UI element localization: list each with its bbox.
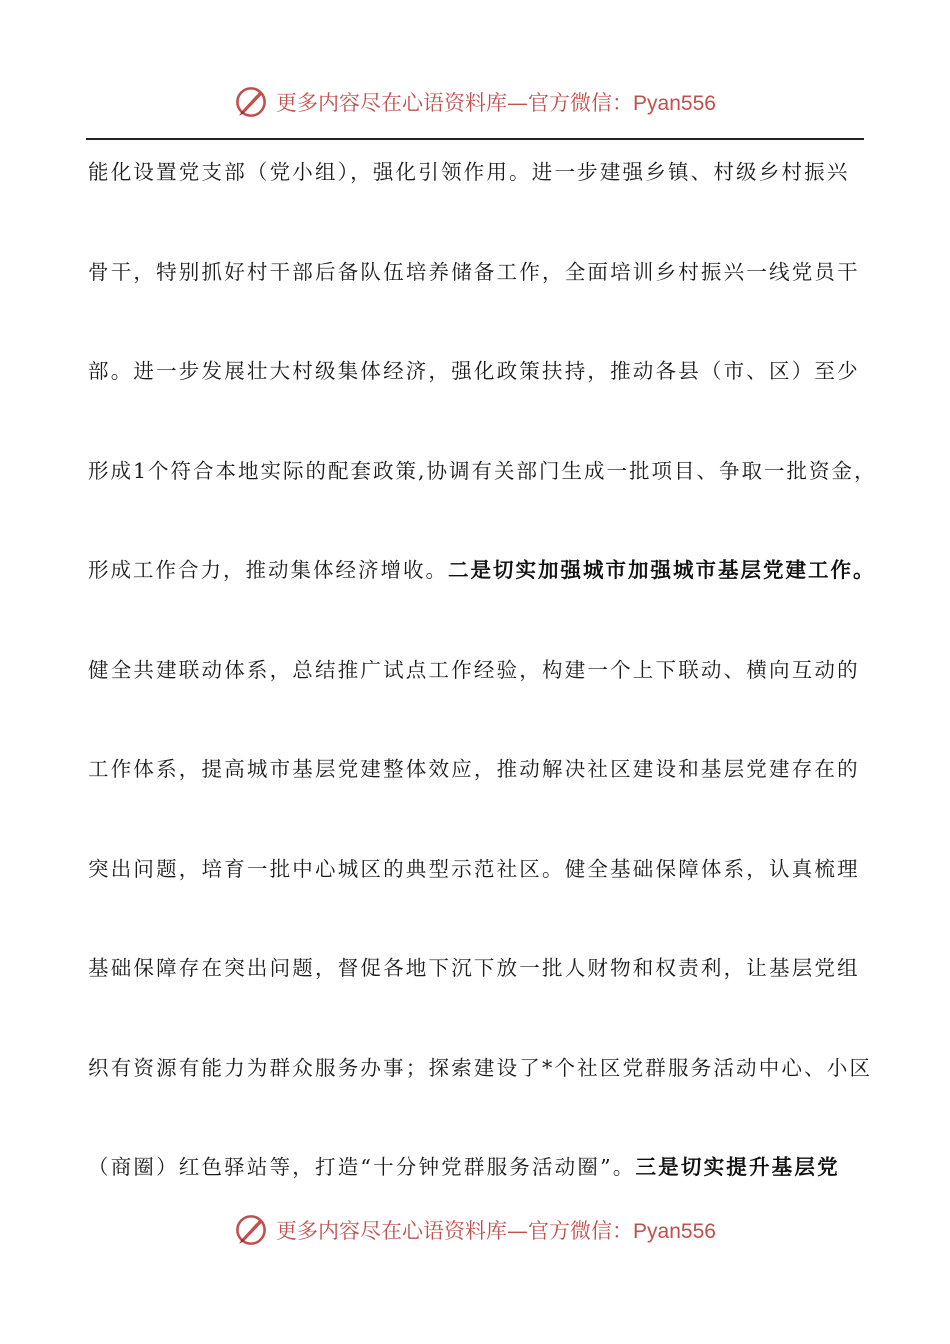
line-text: （商圈）红色驿站等，打造“十分钟党群服务活动圈”。 <box>88 1155 636 1179</box>
footer-banner <box>0 1208 950 1252</box>
document-body <box>88 148 878 1243</box>
line-text: 骨干，特别抓好村干部后备队伍培养储备工作，全面培训乡村振兴一线党员干 <box>88 259 860 284</box>
quill-pen-logo-icon <box>234 85 268 119</box>
paragraph-line <box>88 944 878 1044</box>
paragraph-line <box>88 148 878 248</box>
paragraph-line <box>88 646 878 746</box>
paragraph-line <box>88 745 878 845</box>
footer-banner-wechat-id: Pyan556 <box>633 1220 716 1243</box>
line-text: 基础保障存在突出问题，督促各地下沉下放一批人财物和权责利，让基层党组 <box>88 956 860 980</box>
line-bold-text: 三是切实提升基层党 <box>635 1155 840 1179</box>
footer-banner-text <box>276 1215 716 1245</box>
line-text: 健全共建联动体系，总结推广试点工作经验，构建一个上下联动、横向互动的 <box>88 657 860 682</box>
paragraph-line <box>88 248 878 348</box>
paragraph-line <box>88 546 878 646</box>
quill-pen-logo-icon <box>234 1213 268 1247</box>
line-text: 部。进一步发展壮大村级集体经济，强化政策扶持，推动各县（市、区）至少 <box>88 359 860 383</box>
paragraph-line <box>88 447 878 547</box>
footer-banner-main: 更多内容尽在心语资料库—官方微信： <box>276 1219 634 1243</box>
line-text: 突出问题，培育一批中心城区的典型示范社区。健全基础保障体系，认真梳理 <box>88 856 860 881</box>
header-banner <box>0 80 950 124</box>
header-banner-text <box>276 87 716 117</box>
line-text: 能化设置党支部（党小组），强化引领作用。进一步建强乡镇、村级乡村振兴 <box>88 160 850 184</box>
line-text: 形成1个符合本地实际的配套政策,协调有关部门生成一批项目、争取一批资金， <box>88 458 877 483</box>
paragraph-line <box>88 1044 878 1144</box>
line-text: 织有资源有能力为群众服务办事；探索建设了*个社区党群服务活动中心、小区 <box>88 1055 873 1080</box>
line-text: 形成工作合力，推动集体经济增收。 <box>88 558 448 582</box>
paragraph-line <box>88 845 878 945</box>
header-banner-main: 更多内容尽在心语资料库—官方微信： <box>276 91 634 115</box>
line-bold-text: 二是切实加强城市加强城市基层党建工作。 <box>448 558 876 582</box>
header-rule <box>86 138 864 140</box>
header-banner-wechat-id: Pyan556 <box>633 92 716 115</box>
paragraph-line <box>88 347 878 447</box>
line-text: 工作体系，提高城市基层党建整体效应，推动解决社区建设和基层党建存在的 <box>88 757 860 781</box>
